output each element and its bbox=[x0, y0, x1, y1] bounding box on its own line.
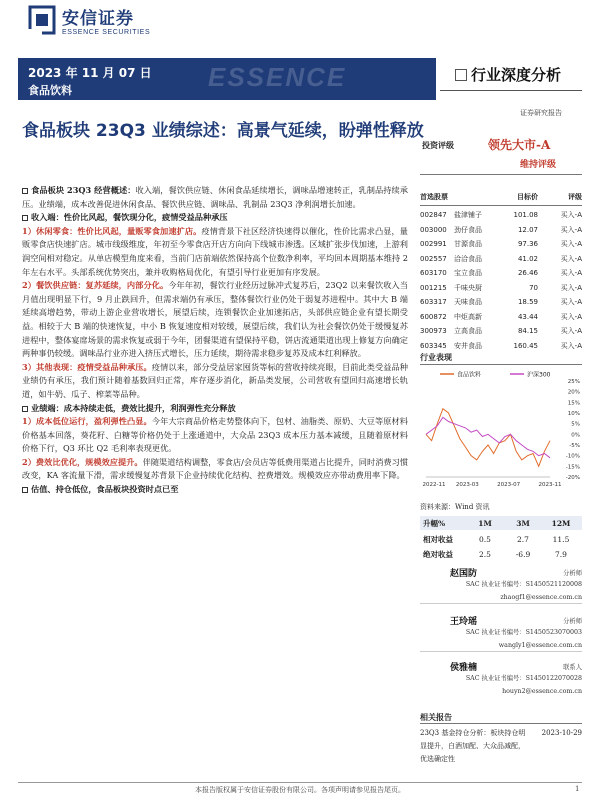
stock-code: 002557 bbox=[420, 254, 447, 263]
y-tick-label: 20% bbox=[567, 389, 580, 396]
stock-target: 160.45 bbox=[513, 341, 538, 350]
stock-name: 劲仔食品 bbox=[454, 225, 482, 234]
stock-row bbox=[420, 237, 582, 252]
stock-rating: 买入-A bbox=[560, 211, 582, 220]
rating-label: 投资评级 bbox=[422, 140, 454, 150]
stock-code: 603317 bbox=[420, 298, 447, 307]
stock-target: 18.59 bbox=[517, 298, 538, 307]
rating-value: 领先大市-A bbox=[488, 138, 551, 152]
x-tick-label: 2022-11 bbox=[422, 482, 446, 488]
rating-sub: 维持评级 bbox=[520, 160, 557, 170]
analyst-card bbox=[420, 566, 582, 604]
stock-row bbox=[420, 266, 582, 281]
y-tick-label: 5% bbox=[571, 421, 580, 428]
stock-name: 立高食品 bbox=[454, 327, 482, 336]
bullet-square-icon bbox=[22, 406, 28, 412]
y-tick-label: -20% bbox=[565, 475, 580, 481]
stock-row bbox=[420, 281, 582, 296]
report-sector: 食品饮料 bbox=[28, 84, 72, 97]
legend-label: 沪深300 bbox=[527, 371, 551, 379]
stock-name: 宝立食品 bbox=[454, 269, 482, 278]
chart-box-icon bbox=[455, 69, 467, 81]
stock-row bbox=[420, 295, 582, 310]
stock-rating: 买入-A bbox=[560, 298, 582, 307]
stock-name: 中炬高新 bbox=[454, 312, 482, 321]
stock-code: 603345 bbox=[420, 341, 447, 350]
stock-row bbox=[420, 223, 582, 238]
report-type bbox=[455, 64, 561, 85]
body-paragraph: 3）其他表现：疫情受益品种承压。疫情以来，部分受益居家囤货等标的营收持续亮眼，目前此类受益品种业绩仍有承压，我们预计随着基数回归正常，库存逐步消化，新品类发展，公司营收有望回归高速增长轨道，如牛奶、瓜子、榨菜等品种。 bbox=[22, 361, 408, 399]
stock-name: 甘源食品 bbox=[454, 240, 482, 249]
stock-target: 26.46 bbox=[517, 269, 538, 278]
stock-name: 天味食品 bbox=[454, 298, 482, 307]
analyst-cert: SAC 执业证书编号：S1450523070003 bbox=[465, 629, 582, 636]
y-tick-label: -10% bbox=[565, 453, 580, 460]
logo-cn-text: 安信证券 bbox=[62, 9, 134, 29]
stock-rating: 买入-A bbox=[560, 225, 582, 234]
analyst-role: 分析师 bbox=[563, 570, 582, 577]
y-tick-label: 15% bbox=[567, 400, 580, 407]
stock-code: 002847 bbox=[420, 211, 447, 220]
stock-target: 41.02 bbox=[517, 254, 538, 263]
analyst-name: 侯雅楠 bbox=[450, 663, 478, 673]
stock-row bbox=[420, 310, 582, 325]
body-paragraph: 2）费效比优化，规模效应提升。伴随渠道结构调整，零食店/会员店等低费用渠道占比提升，同时消费习惯改变，KA 客流量下滑，需求缓慢复苏背景下企业持续优化结构、控费增效。规模效应亦带动费用率下降。 bbox=[22, 456, 409, 481]
series-line bbox=[426, 409, 550, 467]
header-banner bbox=[18, 58, 436, 100]
stock-code: 003000 bbox=[420, 225, 447, 234]
stock-table-header: 首选股票 目标价 评级 bbox=[420, 193, 582, 201]
stock-code: 002991 bbox=[420, 240, 447, 249]
section-heading: 业绩端：成本持续走低，费效比提升，利润弹性充分释放 bbox=[22, 402, 408, 416]
analyst-email: wangly1@essence.com.cn bbox=[498, 642, 582, 649]
stock-name: 千味央厨 bbox=[454, 283, 482, 292]
related-report-text[interactable]: 23Q3 基金持仓分析：板块持仓明显提升，白酒加配、大众品减配，优选确定性 bbox=[420, 729, 526, 763]
legend-label: 食品饮料 bbox=[457, 371, 482, 379]
stock-rating: 买入-A bbox=[560, 254, 582, 263]
page-title: 食品板块 23Q3 业绩综述：高景气延续，盼弹性释放 bbox=[22, 121, 424, 141]
bullet-square-icon bbox=[22, 188, 28, 194]
stock-target: 12.07 bbox=[517, 225, 538, 234]
stock-rating: 买入-A bbox=[560, 283, 582, 292]
returns-row: 绝对收益 2.5 -6.9 7.9 bbox=[423, 549, 567, 559]
body-paragraph: 1）休闲零食：性价比风起，量贩零食加速扩店。疫情背景下社区经济快速得以催化，性价比需求凸显，量贩零食店快速扩店。城市线级维度，年初至今零食店开店方向向下线城市渗透。区域扩张步伐加速，上游利润空间相对稳定。从单店模型角度来看，当前门店前端依然保持高个位数净利率，平均回本周期基本维持 2 年左右水平。头部系统优势突出，兼并收购格局优化，有望引导行业更加有序发展。 bbox=[22, 225, 408, 277]
stock-name: 洽洽食品 bbox=[454, 254, 482, 263]
analyst-role: 联系人 bbox=[563, 664, 582, 671]
y-tick-label: 25% bbox=[567, 379, 580, 385]
stock-row bbox=[420, 208, 582, 223]
stock-rating: 买入-A bbox=[560, 240, 582, 249]
stock-code: 001215 bbox=[420, 283, 447, 292]
body-paragraph: 食品板块 23Q3 经营概述：收入端，餐饮供应链、休闲食品延续增长，调味品增速转正，乳制品持续承压。业绩端，成本改善促进休闲食品、餐饮供应链、调味品、乳制品 23Q3 净利润增长加速。 bbox=[22, 185, 408, 209]
report-date: 2023 年 11 月 07 日 bbox=[28, 66, 152, 80]
stock-row bbox=[420, 324, 582, 339]
divider bbox=[420, 364, 582, 365]
stock-rating: 买入-A bbox=[560, 341, 582, 350]
divider bbox=[440, 90, 582, 91]
bullet-square-icon bbox=[22, 487, 28, 493]
stock-rating: 买入-A bbox=[560, 312, 582, 321]
section-heading: 收入端：性价比风起，餐饮现分化，疲情受益品种承压 bbox=[22, 211, 408, 225]
stock-code: 603170 bbox=[420, 269, 447, 278]
stock-code: 600872 bbox=[420, 312, 447, 321]
analyst-card bbox=[420, 614, 582, 652]
stock-rating: 买入-A bbox=[560, 269, 582, 278]
analyst-email: zhaogf1@essence.com.cn bbox=[500, 594, 582, 601]
stock-row bbox=[420, 252, 582, 267]
divider bbox=[420, 174, 582, 175]
analyst-role: 分析师 bbox=[563, 618, 582, 625]
section-heading: 估值、持仓低位，食品板块投资时点已至 bbox=[22, 483, 408, 497]
stock-target: 101.08 bbox=[513, 211, 538, 220]
chart-source: 资料来源：Wind 资讯 bbox=[420, 503, 490, 511]
banner-watermark: ESSENCE bbox=[208, 62, 347, 92]
y-tick-label: -5% bbox=[569, 443, 580, 449]
analyst-cert: SAC 执业证书编号：S1450521120008 bbox=[465, 581, 582, 588]
divider bbox=[420, 723, 582, 724]
footer-text: 本报告版权属于安信证券股份有限公司。各项声明请参见报告尾页。 bbox=[195, 786, 405, 794]
performance-title: 行业表现 bbox=[420, 352, 452, 362]
analyst-email: houyn2@essence.com.cn bbox=[502, 688, 582, 695]
stock-target: 84.15 bbox=[517, 327, 538, 336]
y-tick-label: 0% bbox=[571, 432, 580, 439]
x-tick-label: 2023-11 bbox=[538, 482, 562, 488]
stock-table bbox=[420, 192, 582, 353]
report-type-label: 行业深度分析 bbox=[471, 66, 562, 84]
performance-chart bbox=[420, 367, 582, 497]
stock-code: 300973 bbox=[420, 327, 447, 336]
stock-row bbox=[420, 339, 582, 354]
analyst-cert: SAC 执业证书编号：S1450122070028 bbox=[465, 675, 582, 682]
divider bbox=[18, 782, 582, 783]
analyst-name: 赵国防 bbox=[450, 569, 478, 579]
stock-rating: 买入-A bbox=[560, 327, 582, 336]
company-logo bbox=[28, 4, 150, 36]
body-paragraph: 1）成本低位运行，盈利弹性凸显。今年大宗商品价格走势整体向下，包材、油脂类、原奶、大豆等原材料价格基本回落，葵花籽、白糖等价格仍处于上涨通道中，大众品 23Q3 成本压力基本减缓，且随着原材料价格下行，Q3 环比 Q2 毛利率表现更优。 bbox=[22, 416, 408, 454]
bullet-square-icon bbox=[22, 215, 28, 221]
x-tick-label: 2023-03 bbox=[455, 482, 479, 488]
logo-mark-icon bbox=[28, 5, 56, 35]
main-body bbox=[22, 184, 408, 497]
logo-en-text: ESSENCE SECURITIES bbox=[62, 29, 151, 36]
y-tick-label: 10% bbox=[567, 411, 580, 417]
stock-name: 盐津铺子 bbox=[454, 211, 482, 220]
related-report-date: 2023-10-29 bbox=[541, 729, 582, 737]
related-report[interactable] bbox=[420, 727, 582, 766]
returns-row: 相对收益 0.5 2.7 11.5 bbox=[423, 534, 570, 544]
analyst-name: 王玲瑶 bbox=[450, 617, 478, 627]
series-line bbox=[426, 417, 550, 458]
body-paragraph: 2）餐饮供应链：复苏延续，内部分化。今年年初，餐饮行业经历过脉冲式复苏后，23Q2 以来餐饮收入当月值出现明显下行，9 月止跌回升，但需求端仍有承压，整体餐饮行业仍处于弱复苏进程中。其中大 B 端延续高增趋势，带动上游企业营收增长，展望后续，连锁餐饮企业加速拓店，头部供应链企业有望长期受益。相较于大 B 端的快速恢复，中小 B 恢复速度相对较缓，展望后续，我们认为社会餐饮仍处于缓慢复苏进程中，整体宴席场景的需求恢复或弱于今年，团餐渠道有望保持平稳，饼店流通渠道出现上修复方向确定两种事仍较缓。调味品行业亦进入挤压式增长，压力延续，期待需求稳步复苏及成本红利释放。 bbox=[22, 280, 408, 359]
stock-target: 70 bbox=[529, 283, 538, 292]
research-label: 证券研究报告 bbox=[520, 109, 562, 117]
analyst-card bbox=[420, 660, 582, 695]
x-tick-label: 2023-07 bbox=[497, 482, 521, 488]
stock-target: 97.36 bbox=[517, 240, 538, 249]
stock-target: 43.44 bbox=[517, 312, 538, 321]
y-tick-label: -15% bbox=[565, 464, 580, 471]
stock-name: 安井食品 bbox=[454, 341, 482, 350]
returns-header: 升幅% 1M 3M 12M bbox=[420, 516, 582, 530]
related-title: 相关报告 bbox=[420, 712, 452, 722]
page-number: 1 bbox=[575, 785, 580, 793]
